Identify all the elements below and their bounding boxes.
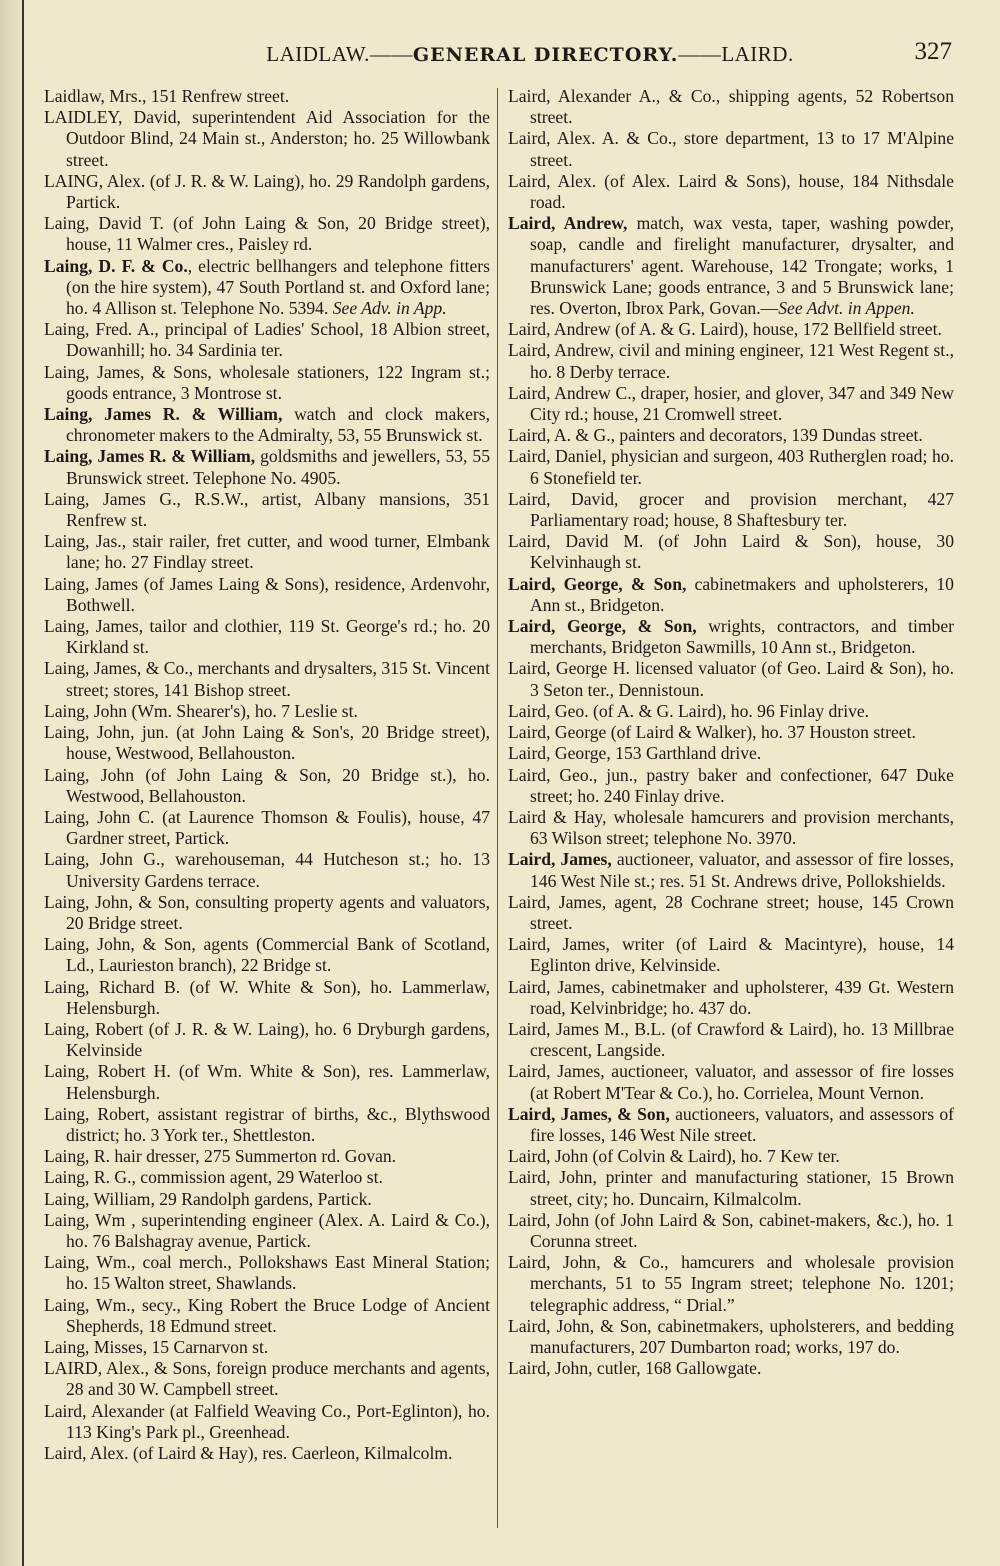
entry-text: , electric bellhangers and telephone fitters (on the hire system), 47 South Portland st. and Oxford lane; ho. 4 Allison st. Telephone No. 5394. — [66, 255, 490, 319]
directory-entry — [508, 319, 954, 340]
directory-entry — [44, 892, 490, 934]
entry-text: Laing, Robert, assistant registrar of births, &c., Blythswood district; ho. 3 York ter., Shettleston. — [44, 1103, 490, 1145]
directory-entry — [508, 574, 954, 616]
directory-entry — [508, 722, 954, 743]
entry-bold-name: Laing, James R. & William, — [44, 446, 256, 467]
directory-entry — [508, 807, 954, 849]
directory-entry — [508, 531, 954, 573]
entry-bold-name: Laird, George, & Son, — [508, 616, 697, 637]
directory-entry — [508, 340, 954, 382]
entry-bold-name: Laird, Andrew, — [508, 213, 628, 234]
entry-text: Laing, James (of James Laing & Sons), residence, Ardenvohr, Bothwell. — [44, 573, 490, 615]
entry-text: Laird, John, & Son, cabinetmakers, upholsterers, and bedding manufacturers, 207 Dumbarton road; works, 197 do. — [508, 1315, 954, 1357]
entry-text: Laing, Wm., secy., King Robert the Bruce Lodge of Ancient Shepherds, 18 Edmund street. — [44, 1294, 490, 1336]
entry-text: Laing, Robert H. (of Wm. White & Son), res. Lammerlaw, Helensburgh. — [44, 1061, 490, 1103]
directory-entry — [508, 616, 954, 658]
directory-entry — [44, 86, 490, 107]
running-head-right: LAIRD. — [721, 42, 794, 66]
entry-text: Laing, John, jun. (at John Laing & Son's, 20 Bridge street), house, Westwood, Bellahouston. — [44, 722, 490, 764]
entry-text: wrights, contractors, and timber merchants, Bridgeton Sawmills, 10 Ann st., Bridgeton. — [530, 616, 954, 658]
directory-entry — [508, 1061, 954, 1103]
entry-text: Laird, Alexander (at Falfield Weaving Co., Port-Eglinton), ho. 113 King's Park pl., Greenhead. — [44, 1400, 490, 1442]
entry-text: Laird, John, & Co., hamcurers and wholesale provision merchants, 51 to 55 Ingram street; telephone No. 1201; telegraphic address, “ Drial.” — [508, 1252, 954, 1315]
entry-bold-name: Laird, James, — [508, 849, 612, 870]
directory-entry — [44, 849, 490, 891]
entry-bold-name: Laing, D. F. & Co. — [44, 255, 188, 276]
entry-text: Laird, Alexander A., & Co., shipping agents, 52 Robertson street. — [508, 86, 954, 128]
directory-entry — [508, 86, 954, 128]
directory-entry — [44, 1061, 490, 1103]
gutter-rule — [22, 0, 24, 1566]
entry-text: Laird, Daniel, physician and surgeon, 403 Rutherglen road; ho. 6 Stonefield ter. — [508, 446, 954, 488]
directory-entry — [508, 1146, 954, 1167]
running-head-left: LAIDLAW. — [266, 42, 370, 66]
directory-entry — [44, 319, 490, 361]
right-column — [508, 86, 954, 1379]
entry-text: Laing, R. hair dresser, 275 Summerton rd. Govan. — [44, 1146, 397, 1167]
directory-entry — [44, 807, 490, 849]
directory-entry — [508, 383, 954, 425]
entry-advert-note: See Advt. in Appen. — [778, 298, 915, 319]
page-number: 327 — [914, 38, 952, 65]
page-header — [40, 38, 960, 78]
entry-text: Laing, James, & Sons, wholesale stationers, 122 Ingram st.; goods entrance, 3 Montrose st. — [44, 361, 490, 403]
entry-text: Laird, John, printer and manufacturing stationer, 15 Brown street, city; ho. Duncairn, Kilmalcolm. — [508, 1167, 954, 1209]
entry-text: Laing, John G., warehouseman, 44 Hutcheson st.; ho. 13 University Gardens terrace. — [44, 849, 490, 891]
directory-entry — [44, 404, 490, 446]
directory-entry — [44, 531, 490, 573]
entry-text: Laing, David T. (of John Laing & Son, 20 Bridge street), house, 11 Walmer cres., Paisley rd. — [44, 213, 490, 255]
entry-text: Laird, Geo. (of A. & G. Laird), ho. 96 Finlay drive. — [508, 700, 870, 721]
entry-text: Laing, Fred. A., principal of Ladies' School, 18 Albion street, Dowanhill; ho. 34 Sardinia ter. — [44, 319, 490, 361]
directory-entry — [44, 1019, 490, 1061]
entry-text: Laing, Misses, 15 Carnarvon st. — [44, 1336, 269, 1357]
entry-text: Laing, Wm , superintending engineer (Alex. A. Laird & Co.), ho. 76 Balshagray avenue, Partick. — [44, 1209, 490, 1251]
directory-entry — [44, 1104, 490, 1146]
directory-entry — [44, 701, 490, 722]
running-head-title: GENERAL DIRECTORY. — [412, 44, 679, 66]
directory-entry — [44, 1358, 490, 1400]
directory-entry — [44, 489, 490, 531]
directory-entry — [44, 171, 490, 213]
entry-text: Laird, Geo., jun., pastry baker and confectioner, 647 Duke street; ho. 240 Finlay drive. — [508, 764, 954, 806]
entry-bold-name: Laird, James, & Son, — [508, 1103, 670, 1124]
running-head-dash-right: —— — [678, 42, 722, 66]
directory-entry — [508, 1210, 954, 1252]
entry-text: Laird, James, writer (of Laird & Macintyre), house, 14 Eglinton drive, Kelvinside. — [508, 934, 954, 976]
entry-text: Laird & Hay, wholesale hamcurers and provision merchants, 63 Wilson street; telephone No. 3970. — [508, 806, 954, 849]
directory-entry — [508, 892, 954, 934]
entry-text: Laing, Jas., stair railer, fret cutter, and wood turner, Elmbank lane; ho. 27 Findlay street. — [44, 531, 490, 573]
directory-entry — [508, 489, 954, 531]
entry-text: match, wax vesta, taper, washing powder, soap, candle and firelight manufacturer, drysalter, and manufacturers' agent. Warehouse, 142 Trongate; works, 1 Brunswick Lane; goods entrance, 3 and 5 Brunswick lane; res. Overton, Ibrox Park, Govan.— — [530, 213, 954, 319]
entry-text: Laird, Alex. (of Alex. Laird & Sons), house, 184 Nithsdale road. — [508, 170, 954, 213]
directory-entry — [44, 574, 490, 616]
entry-text: LAIDLEY, David, superintendent Aid Association for the Outdoor Blind, 24 Main st., Anderston; ho. 25 Willowbank street. — [44, 107, 490, 170]
directory-entry — [508, 128, 954, 170]
directory-entry — [508, 446, 954, 488]
entry-text: Laing, John, & Son, agents (Commercial Bank of Scotland, Ld., Laurieston branch), 22 Bridge st. — [44, 934, 490, 976]
directory-entry — [44, 616, 490, 658]
entry-bold-name: Laird, George, & Son, — [508, 573, 687, 594]
running-head-dash-left: —— — [369, 42, 413, 66]
directory-entry — [44, 765, 490, 807]
directory-entry — [508, 765, 954, 807]
entry-text: Laird, David, grocer and provision merchant, 427 Parliamentary road; house, 8 Shaftesbury ter. — [508, 488, 954, 531]
entry-text: Laird, George H. licensed valuator (of Geo. Laird & Son), ho. 3 Seton ter., Dennistoun. — [508, 658, 954, 700]
entry-text: watch and clock makers, chronometer makers to the Admiralty, 53, 55 Brunswick st. — [66, 404, 490, 446]
entry-text: Laing, John (of John Laing & Son, 20 Bridge st.), ho. Westwood, Bellahouston. — [44, 764, 490, 806]
directory-entry — [44, 1401, 490, 1443]
directory-entry — [44, 1146, 490, 1167]
directory-entry — [44, 934, 490, 976]
directory-entry — [44, 658, 490, 700]
entry-text: Laird, John (of Colvin & Laird), ho. 7 Kew ter. — [508, 1146, 840, 1167]
directory-entry — [508, 849, 954, 891]
directory-entry — [44, 256, 490, 320]
entry-text: LAING, Alex. (of J. R. & W. Laing), ho. 29 Randolph gardens, Partick. — [44, 170, 490, 213]
directory-entry — [508, 1252, 954, 1316]
entry-text: Laing, R. G., commission agent, 29 Waterloo st. — [44, 1167, 383, 1188]
directory-entry — [508, 977, 954, 1019]
directory-entry — [44, 1443, 490, 1464]
entry-text: Laird, Andrew C., draper, hosier, and glover, 347 and 349 New City rd.; house, 21 Cromwell street. — [508, 382, 954, 425]
directory-entry — [44, 362, 490, 404]
entry-text: Laird, A. & G., painters and decorators, 139 Dundas street. — [508, 425, 923, 446]
entry-bold-name: Laing, James R. & William, — [44, 404, 283, 425]
entry-text: LAIRD, Alex., & Sons, foreign produce merchants and agents, 28 and 30 W. Campbell street. — [44, 1358, 490, 1400]
directory-entry — [44, 1167, 490, 1188]
entry-text: Laird, James, auctioneer, valuator, and assessor of fire losses (at Robert M'Tear & Co.), ho. Corrielea, Mount Vernon. — [508, 1061, 954, 1103]
entry-advert-note: See Adv. in App. — [332, 298, 447, 319]
directory-entry — [508, 1358, 954, 1379]
entry-text: Laird, George, 153 Garthland drive. — [508, 743, 762, 764]
entry-text: Laing, Richard B. (of W. White & Son), ho. Lammerlaw, Helensburgh. — [44, 976, 490, 1018]
column-divider — [497, 88, 498, 1528]
entry-text: Laing, John C. (at Laurence Thomson & Foulis), house, 47 Gardner street, Partick. — [44, 806, 490, 849]
entry-text: Laing, John, & Son, consulting property agents and valuators, 20 Bridge street. — [44, 891, 490, 933]
directory-entry — [508, 1316, 954, 1358]
entry-text: auctioneer, valuator, and assessor of fire losses, 146 West Nile st.; res. 51 St. Andrews drive, Pollokshields. — [530, 849, 954, 891]
entry-text: Laird, David M. (of John Laird & Son), house, 30 Kelvinhaugh st. — [508, 531, 954, 573]
left-column — [44, 86, 490, 1464]
directory-entry — [44, 107, 490, 171]
entry-text: Laird, George (of Laird & Walker), ho. 37 Houston street. — [508, 722, 916, 743]
directory-entry — [508, 1104, 954, 1146]
directory-entry — [508, 1167, 954, 1209]
directory-entry — [508, 934, 954, 976]
directory-entry — [44, 722, 490, 764]
directory-entry — [508, 171, 954, 213]
entry-text: Laird, Alex. (of Laird & Hay), res. Caerleon, Kilmalcolm. — [44, 1443, 453, 1463]
entry-text: Laing, William, 29 Randolph gardens, Partick. — [44, 1188, 372, 1209]
directory-entry — [508, 701, 954, 722]
directory-entry — [508, 1019, 954, 1061]
entry-text: Laing, John (Wm. Shearer's), ho. 7 Leslie st. — [44, 700, 358, 721]
entry-text: cabinetmakers and upholsterers, 10 Ann st., Bridgeton. — [530, 573, 954, 615]
entry-text: Laing, James, tailor and clothier, 119 St. George's rd.; ho. 20 Kirkland st. — [44, 616, 490, 658]
entry-text: Laing, Wm., coal merch., Pollokshaws East Mineral Station; ho. 15 Walton street, Shawlands. — [44, 1252, 490, 1294]
entry-text: goldsmiths and jewellers, 53, 55 Brunswick street. Telephone No. 4905. — [66, 446, 490, 488]
directory-entry — [44, 1210, 490, 1252]
directory-entry — [44, 1189, 490, 1210]
entry-text: Laird, Alex. A. & Co., store department, 13 to 17 M'Alpine street. — [508, 128, 954, 170]
entry-text: Laing, James G., R.S.W., artist, Albany mansions, 351 Renfrew st. — [44, 488, 490, 531]
running-head — [200, 42, 860, 67]
directory-entry — [508, 425, 954, 446]
entry-text: Laird, James, cabinetmaker and upholsterer, 439 Gt. Western road, Kelvinbridge; ho. 437 do. — [508, 976, 954, 1018]
entry-text: Laird, Andrew, civil and mining engineer, 121 West Regent st., ho. 8 Derby terrace. — [508, 340, 954, 382]
entry-text: auctioneers, valuators, and assessors of fire losses, 146 West Nile street. — [530, 1103, 954, 1145]
directory-entry — [44, 213, 490, 255]
entry-text: Laird, John (of John Laird & Son, cabinet-makers, &c.), ho. 1 Corunna street. — [508, 1209, 954, 1251]
entry-text: Laird, James M., B.L. (of Crawford & Laird), ho. 13 Millbrae crescent, Langside. — [508, 1018, 954, 1061]
entry-text: Laird, Andrew (of A. & G. Laird), house, 172 Bellfield street. — [508, 319, 942, 340]
entry-text: Laing, Robert (of J. R. & W. Laing), ho. 6 Dryburgh gardens, Kelvinside — [44, 1018, 490, 1061]
directory-entry — [44, 1337, 490, 1358]
directory-entry — [44, 977, 490, 1019]
directory-entry — [508, 658, 954, 700]
directory-entry — [44, 1295, 490, 1337]
entry-text: Laird, James, agent, 28 Cochrane street; house, 145 Crown street. — [508, 891, 954, 933]
directory-entry — [508, 213, 954, 319]
directory-entry — [508, 743, 954, 764]
directory-entry — [44, 446, 490, 488]
directory-entry — [44, 1252, 490, 1294]
entry-text: Laird, John, cutler, 168 Gallowgate. — [508, 1358, 762, 1379]
entry-text: Laing, James, & Co., merchants and drysalters, 315 St. Vincent street; stores, 141 Bishop street. — [44, 658, 490, 700]
entry-text: Laidlaw, Mrs., 151 Renfrew street. — [44, 86, 290, 106]
